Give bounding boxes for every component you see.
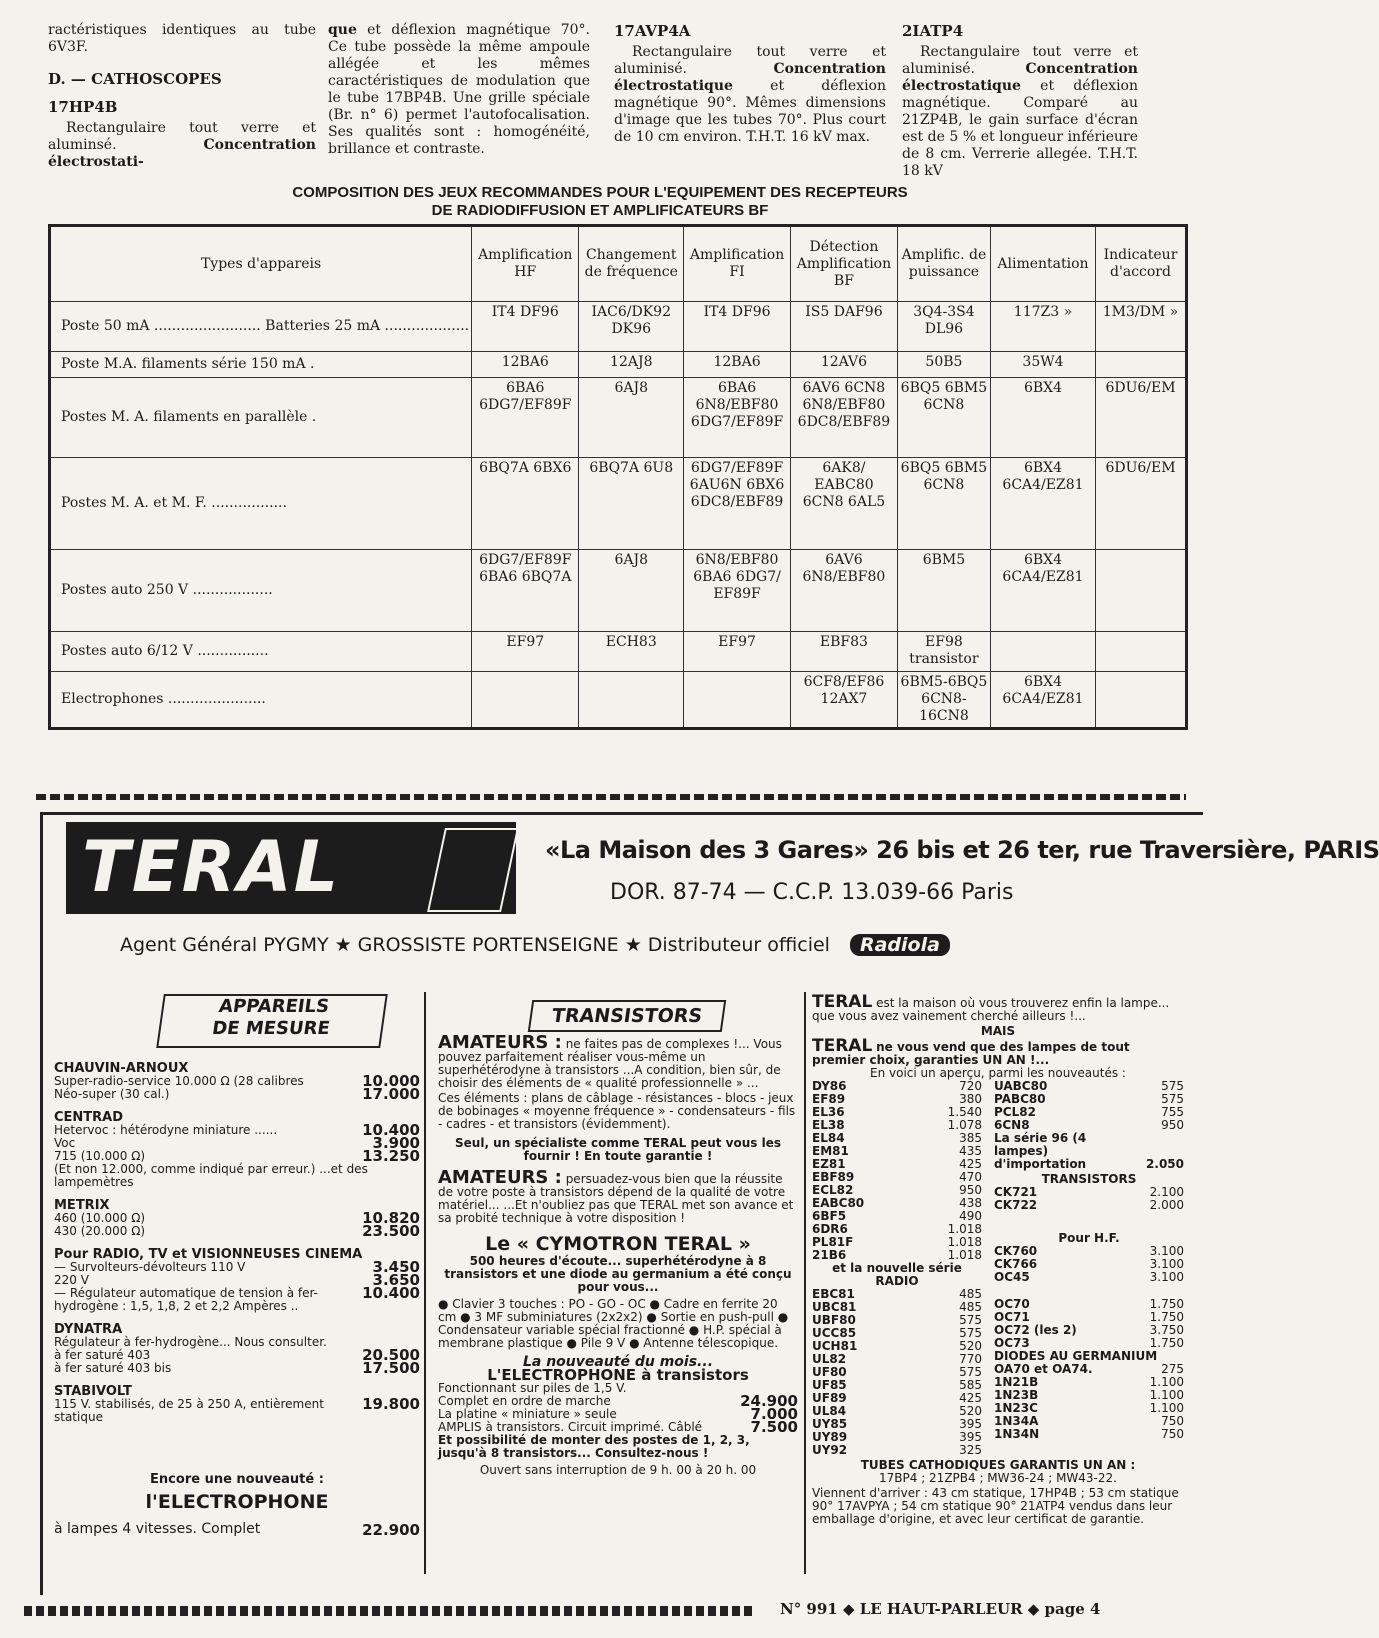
price-row [54, 1222, 420, 1240]
table-cell: 6DU6/EM [1096, 458, 1187, 550]
lamp-name: OC45 [994, 1270, 1030, 1284]
table-cell: 6AK8/ EABC80 6CN8 6AL5 [791, 458, 898, 550]
lamp-name: UF80 [812, 1365, 847, 1379]
section-heading: D. — CATHOSCOPES [48, 70, 222, 88]
item-label: Régulateur à fer-hydrogène... Nous consulter. [54, 1335, 327, 1349]
shop-address: «La Maison des 3 Gares» 26 bis et 26 ter, rue Traversière, PARIS [545, 836, 1379, 864]
lamp-name: OC72 (les 2) [994, 1323, 1077, 1337]
table-cell: 6DU6/EM [1096, 378, 1187, 458]
lamp-price: 385 [959, 1131, 982, 1145]
lamp-name: OC70 [994, 1297, 1030, 1311]
lamp-list-left: DY86 720 EF89 380 EL36 1.540 EL38 1.078 EL84 385 EM81 435 EZ81 425 EBF89 470 ECL82 950 EABC80 438 6BF5 490 6DR6 1.018 PL81F 1.018 21B6 1.018 et la nouvelle série RADIO EBC81 485 UBC81 485 UBF80 575 UCC85 575 UCH81 520 UL82 770 UF80 575 UF85 585 UF89 425 UL84 520 UY85 395 UY89 395 UY92 325 [812, 1079, 982, 1457]
lamp-price: 425 [959, 1391, 982, 1405]
lamp-name: UY89 [812, 1430, 848, 1444]
lamp-price: 1.540 [947, 1105, 982, 1119]
lamp-name: EL84 [812, 1131, 845, 1145]
lamp-name: CK722 [994, 1198, 1038, 1212]
table-cell: 6CF8/EF86 12AX7 [791, 672, 898, 729]
item-label: Voc [54, 1136, 76, 1150]
lamp-price: 575 [1161, 1092, 1184, 1106]
lamp-name: EM81 [812, 1144, 849, 1158]
lamp-name: EBC81 [812, 1287, 855, 1301]
table-cell: 6BM5-6BQ5 6CN8-16CN8 [897, 672, 990, 729]
lamp-price: 1.018 [947, 1248, 982, 1262]
table-cell: EF97 [472, 632, 579, 672]
item-label: à fer saturé 403 [54, 1348, 151, 1362]
header-freq: Changement de fréquence [579, 226, 684, 302]
lamp-name: PABC80 [994, 1092, 1046, 1106]
price-row [54, 1284, 420, 1313]
table-cell: 6BA6 6N8/EBF80 6DG7/EF89F [684, 378, 791, 458]
lamp-name: EABC80 [812, 1196, 865, 1210]
item-label: — Survolteurs-dévolteurs 110 V [54, 1260, 246, 1274]
lamp-name: 6CN8 [994, 1118, 1030, 1132]
table-cell: 12AV6 [791, 352, 898, 378]
lamp-name: CK766 [994, 1257, 1038, 1271]
table-cell: 35W4 [990, 352, 1095, 378]
lamp-price: 490 [959, 1209, 982, 1223]
header-type: Types d'appareis [50, 226, 472, 302]
lamp-row [994, 1271, 1184, 1284]
lamp-name: UABC80 [994, 1079, 1048, 1093]
table-cell: 6AJ8 [579, 378, 684, 458]
item-price: 17.500 [362, 1359, 420, 1377]
lamp-price: 950 [1161, 1118, 1184, 1132]
lamp-name: EF89 [812, 1092, 846, 1106]
lamp-name: UL82 [812, 1352, 847, 1366]
column-divider [424, 992, 426, 1574]
item-label: Néo-super (30 cal.) [54, 1087, 170, 1101]
divider [36, 794, 1186, 800]
lamp-name: EL36 [812, 1105, 845, 1119]
lamp-price: 520 [959, 1404, 982, 1418]
table-row [50, 302, 1187, 352]
brand-heading: STABIVOLT [54, 1384, 132, 1399]
row-type: Electrophones ...................... [50, 672, 472, 729]
header-indicator: Indicateur d'accord [1096, 226, 1187, 302]
lamp-name: CK760 [994, 1244, 1038, 1258]
lamp-price: 485 [959, 1300, 982, 1314]
lamp-name: EZ81 [812, 1157, 846, 1171]
lamp-price: 1.100 [1149, 1401, 1184, 1415]
table-row [50, 632, 1187, 672]
lamp-price: 275 [1161, 1362, 1184, 1376]
header-bf: Détection Amplification BF [791, 226, 898, 302]
table-cell: 12BA6 [684, 352, 791, 378]
item-price: 13.250 [362, 1147, 420, 1165]
table-cell [579, 672, 684, 729]
lamp-row [994, 1428, 1184, 1441]
lamp-price: 485 [959, 1287, 982, 1301]
lamp-name: EBF89 [812, 1170, 855, 1184]
table-cell: 3Q4-3S4 DL96 [897, 302, 990, 352]
header-supply: Alimentation [990, 226, 1095, 302]
table-cell: IAC6/DK92 DK96 [579, 302, 684, 352]
item-label: Hetervoc : hétérodyne miniature ...... [54, 1123, 278, 1137]
lamp-price: 2.100 [1149, 1185, 1184, 1199]
lamp-name: UCH81 [812, 1339, 858, 1353]
table-cell: 6BX4 [990, 378, 1095, 458]
table-cell: 12AJ8 [579, 352, 684, 378]
shop-phone: DOR. 87-74 — C.C.P. 13.039-66 Paris [610, 880, 1014, 905]
item-price: 10.400 [362, 1284, 420, 1302]
lamp-price: 2.000 [1149, 1198, 1184, 1212]
table-cell: ECH83 [579, 632, 684, 672]
transistors-column: AMATEURS : ne faites pas de complexes !... Vous pouvez parfaitement réaliser vous-même un superhétérodyne à transistors ...A condition, bien sûr, de choisir des éléments de « qualité professionnelle » ... Ces éléments : plans de câblage - résistances - blocs - jeux de bobinages « moyenne fréquence » - condensateurs - fils - cadres - et transistors (évidemment). Seul, un spécialiste comme TERAL peut vous les fournir ! En toute garantie ! AMATEURS : persuadez-vous bien que la réussite de votre poste à transistors dépend de la qualité de votre matériel... ...Et n'oubliez pas que TERAL met son avance et sa probité technique à votre disposition ! Le « CYMOTRON TERAL » 500 heures d'écoute... superhétérodyne à 8 transistors et une diode au germanium a été conçu pour vous... ● Clavier 3 touches : PO - GO - OC ● Cadre en ferrite 20 cm ● 3 MF subminiatures (2x2x2) ● Sortie en push-pull ● Condensateur variable spécial fractionné ● H.P. spécial à membrane plastique ● Pile 9 V ● Antenne télescopique. La nouveauté du mois... L'ELECTROPHONE à transistors Fonctionnant sur piles de 1,5 V. Complet en ordre de marche 24.900 La platine « miniature » seule 7.000 AMPLIS à transistors. Circuit imprimé. Câblé 7.500 Et possibilité de monter des postes de 1, 2, 3, jusqu'à 8 transistors... Consultez-nous ! Ouvert sans interruption de 9 h. 00 à 20 h. 00 [438, 1032, 798, 1477]
lamp-name: PCL82 [994, 1105, 1036, 1119]
lamp-name: UBC81 [812, 1300, 857, 1314]
lamp-price: 1.018 [947, 1235, 982, 1249]
lamp-price: 3.750 [1149, 1323, 1184, 1337]
table-title: COMPOSITION DES JEUX RECOMMANDES POUR L'EQUIPEMENT DES RECEPTEURS DE RADIODIFFUSION ET AMPLIFICATEURS BF [292, 184, 908, 219]
brand-heading: CHAUVIN-ARNOUX [54, 1061, 189, 1076]
lamp-price: 325 [959, 1443, 982, 1457]
brand-heading: METRIX [54, 1198, 110, 1213]
lamp-price: 3.100 [1149, 1270, 1184, 1284]
col2-para: que et déflexion magnétique 70°. Ce tube possède la même ampoule allégée et les mêmes caractéristiques de modulation que le tube 17BP4B. Une grille spéciale (Br. n° 6) permet l'autofocalisation. Ses qualités sont : homogénéité, brillance et contraste. [328, 22, 591, 157]
electrophone-promo: Encore une nouveauté : l'ELECTROPHONE à lampes 4 vitesses. Complet 22.900 [54, 1472, 420, 1539]
price-row [54, 1395, 420, 1424]
lamp-price: 470 [959, 1170, 982, 1184]
table-cell: 6BX4 6CA4/EZ81 [990, 458, 1095, 550]
table-row [50, 352, 1187, 378]
tube-heading: 2IATP4 [902, 22, 964, 40]
table-cell: 6BQ5 6BM5 6CN8 [897, 378, 990, 458]
price-row [54, 1258, 420, 1276]
lamps-column: TERAL est la maison où vous trouverez enfin la lampe... que vous avez vainement cherché ailleurs !... MAIS TERAL ne vous vend que des lampes de tout premier choix, garanties UN AN !... En voici un aperçu, parmi les nouveautés : DY86 720 EF89 380 EL36 1.540 EL38 1.078 EL84 385 EM81 435 EZ81 425 EBF89 470 ECL82 950 EABC80 438 6BF5 490 6DR6 1.018 PL81F 1.018 21B6 1.018 et la nouvelle série RADIO EBC81 485 UBC81 485 UBF80 575 UCC85 575 UCH81 520 UL82 770 UF80 575 UF85 585 UF89 425 UL84 520 UY85 395 UY89 395 UY92 325 UABC80 575 PABC80 575 PCL82 755 6CN8 950 La série 96 (4 lampes) d'importation 2.050 TRANSISTORS CK721 2.100 CK722 2.000 Pour H.F. CK760 3.100 CK766 3.100 OC45 3.100 OC70 1.750 OC71 1.750 OC72 (les 2) 3.750 OC73 1.750 DIODES AU GERMANIUM OA70 et OA74. 275 1N21B 1.100 1N23B 1.100 1N23C 1.100 1N34A 750 1N34N 750 TUBES CATHODIQUES GARANTIS UN AN : 17BP4 ; 21ZPB4 ; MW36-24 ; MW43-22. Viennent d'arriver : 43 cm statique, 17HP4B ; 53 cm statique 90° 17AVPYA ; 54 cm statique 90° 21ATP4 vendus dans leur emballage d'origine, et avec leur certificat de garantie. [812, 992, 1184, 1526]
item-label: à fer saturé 403 bis [54, 1361, 172, 1375]
row-type: Poste 50 mA ........................ Batteries 25 mA ................... [50, 302, 472, 352]
table-cell: 6BX4 6CA4/EZ81 [990, 672, 1095, 729]
composition-table [48, 224, 1188, 730]
price-row [54, 1359, 420, 1377]
lamp-price: 575 [959, 1326, 982, 1340]
lamp-price: 575 [959, 1365, 982, 1379]
lamp-name: 1N23B [994, 1388, 1039, 1402]
lamp-price: 1.750 [1149, 1336, 1184, 1350]
col1-para: Rectangulaire tout verre et aluminsé. Concentration électrostati- [48, 120, 316, 170]
lamp-list-right: UABC80 575 PABC80 575 PCL82 755 6CN8 950 La série 96 (4 lampes) d'importation 2.050 TRANSISTORS CK721 2.100 CK722 2.000 Pour H.F. CK760 3.100 CK766 3.100 OC45 3.100 OC70 1.750 OC71 1.750 OC72 (les 2) 3.750 OC73 1.750 DIODES AU GERMANIUM OA70 et OA74. 275 1N21B 1.100 1N23B 1.100 1N23C 1.100 1N34A 750 1N34N 750 [994, 1079, 1184, 1441]
table-cell [1096, 632, 1187, 672]
transistors-banner: TRANSISTORS [528, 1000, 726, 1032]
text-column-3 [614, 22, 886, 146]
footer-waves [24, 1606, 754, 1616]
lamp-price: 1.100 [1149, 1388, 1184, 1402]
lamp-price: 395 [959, 1417, 982, 1431]
lamp-price: 395 [959, 1430, 982, 1444]
item-price: 10.000 [362, 1072, 420, 1090]
row-type: Postes M. A. et M. F. ................. [50, 458, 472, 550]
item-label: 460 (10.000 Ω) [54, 1211, 146, 1225]
lamp-name: UY92 [812, 1443, 848, 1457]
lamp-name: OC73 [994, 1336, 1030, 1350]
price-row [54, 1163, 420, 1189]
header-fi: Amplification FI [684, 226, 791, 302]
tube-heading: 17AVP4A [614, 22, 691, 40]
lamp-price: 770 [959, 1352, 982, 1366]
row-type: Postes M. A. filaments en parallèle . [50, 378, 472, 458]
table-cell: 6BQ5 6BM5 6CN8 [897, 458, 990, 550]
item-price: 3.900 [372, 1134, 420, 1152]
column-divider [804, 992, 806, 1574]
table-cell: EF98 transistor [897, 632, 990, 672]
lamp-name: UF89 [812, 1391, 847, 1405]
item-price: 23.500 [362, 1222, 420, 1240]
page-footer [0, 1600, 1187, 1638]
table-cell: 6BQ7A 6U8 [579, 458, 684, 550]
lamp-name: CK721 [994, 1185, 1038, 1199]
lamp-price: 585 [959, 1378, 982, 1392]
item-label: Super-radio-service 10.000 Ω (28 calibres [54, 1074, 304, 1088]
lamp-price: 1.750 [1149, 1310, 1184, 1324]
lamp-price: 950 [959, 1183, 982, 1197]
table-cell: IT4 DF96 [684, 302, 791, 352]
lamp-price: 1.100 [1149, 1375, 1184, 1389]
lamp-price: 750 [1161, 1414, 1184, 1428]
col3-para: Rectangulaire tout verre et aluminisé. Concentration électrostatique et déflexion magnétique 90°. Mêmes dimensions d'image que les tubes 70°. Plus court de 10 cm environ. T.H.T. 16 kV max. [614, 44, 886, 145]
table-cell: 6AV6 6N8/EBF80 [791, 550, 898, 632]
lamp-name: UCC85 [812, 1326, 857, 1340]
lamp-name: 1N34N [994, 1427, 1040, 1441]
item-label: — Régulateur automatique de tension à fer-hydrogène : 1,5, 1,8, 2 et 2,2 Ampères .. [54, 1286, 318, 1313]
lamp-price: 720 [959, 1079, 982, 1093]
lamp-name: 1N34A [994, 1414, 1039, 1428]
item-label: 430 (20.000 Ω) [54, 1224, 146, 1238]
mesure-banner: APPAREILS DE MESURE [156, 994, 388, 1048]
lamp-name: 1N21B [994, 1375, 1039, 1389]
lamp-name: OA70 et OA74. [994, 1362, 1093, 1376]
table-cell: EF97 [684, 632, 791, 672]
lamp-name: EL38 [812, 1118, 845, 1132]
agent-line: Agent Général PYGMY ★ GROSSISTE PORTENSEIGNE ★ Distributeur officiel Radiola [120, 934, 950, 956]
table-cell: 6DG7/EF89F 6AU6N 6BX6 6DC8/EBF89 [684, 458, 791, 550]
lamp-price: 3.100 [1149, 1244, 1184, 1258]
table-cell: 6BM5 [897, 550, 990, 632]
table-cell: 6BX4 6CA4/EZ81 [990, 550, 1095, 632]
text-column-2 [328, 22, 590, 158]
plane-icon [427, 828, 519, 912]
header-power: Amplific. de puissance [897, 226, 990, 302]
lamp-name: PL81F [812, 1235, 854, 1249]
lamp-price: 520 [959, 1339, 982, 1353]
lamp-price: 1.750 [1149, 1297, 1184, 1311]
lamp-price: 1.018 [947, 1222, 982, 1236]
text-column-4 [902, 22, 1138, 180]
header-hf: Amplification HF [472, 226, 579, 302]
item-label: 220 V [54, 1273, 89, 1287]
lamp-price: 3.100 [1149, 1257, 1184, 1271]
lamp-name: UL84 [812, 1404, 847, 1418]
row-type: Poste M.A. filaments série 150 mA . [50, 352, 472, 378]
item-label: 115 V. stabilisés, de 25 à 250 A, entièrement statique [54, 1397, 324, 1424]
table-row [50, 672, 1187, 729]
price-row [54, 1121, 420, 1139]
table-cell [1096, 352, 1187, 378]
table-cell: IS5 DAF96 [791, 302, 898, 352]
table-cell: 6AV6 6CN8 6N8/EBF80 6DC8/EBF89 [791, 378, 898, 458]
tube-heading: 17HP4B [48, 98, 118, 116]
footer-text: N° 991 ◆ LE HAUT-PARLEUR ◆ page 4 [780, 1600, 1101, 1618]
row-type: Postes auto 6/12 V ................ [50, 632, 472, 672]
table-cell: 6DG7/EF89F 6BA6 6BQ7A [472, 550, 579, 632]
item-price: 17.000 [362, 1085, 420, 1103]
item-price: 3.650 [372, 1271, 420, 1289]
table-row [50, 378, 1187, 458]
item-label: 715 (10.000 Ω) [54, 1149, 146, 1163]
lamp-name: DY86 [812, 1079, 847, 1093]
mesure-list [54, 1062, 420, 1424]
lamp-name: 21B6 [812, 1248, 847, 1262]
lamp-name: 6DR6 [812, 1222, 848, 1236]
table-cell [684, 672, 791, 729]
table-cell: EBF83 [791, 632, 898, 672]
table-cell [990, 632, 1095, 672]
price-row [54, 1085, 420, 1103]
table-cell [1096, 550, 1187, 632]
brand-heading: CENTRAD [54, 1110, 124, 1125]
text-column-1 [48, 22, 316, 171]
table-cell: 1M3/DM » [1096, 302, 1187, 352]
row-type: Postes auto 250 V .................. [50, 550, 472, 632]
lamp-name: UY85 [812, 1417, 848, 1431]
item-label: (Et non 12.000, comme indiqué par erreur.) ...et des lampemètres [54, 1162, 368, 1189]
col1-line: ractéristiques identiques au tube 6V3F. [48, 22, 316, 55]
table-cell: IT4 DF96 [472, 302, 579, 352]
table-cell [1096, 672, 1187, 729]
lamp-name: OC71 [994, 1310, 1030, 1324]
table-cell: 6BA6 6DG7/EF89F [472, 378, 579, 458]
logo-text: TERAL [82, 826, 341, 908]
lamp-price: 575 [959, 1313, 982, 1327]
lamp-price: 380 [959, 1092, 982, 1106]
lamp-name: ECL82 [812, 1183, 854, 1197]
table-header-row [50, 226, 1187, 302]
lamp-name: UF85 [812, 1378, 847, 1392]
table-cell: 6AJ8 [579, 550, 684, 632]
lamp-price: 575 [1161, 1079, 1184, 1093]
radiola-logo: Radiola [850, 934, 950, 956]
lamp-row [812, 1444, 982, 1457]
lamp-price: 1.078 [947, 1118, 982, 1132]
table-cell: 12BA6 [472, 352, 579, 378]
col4-para: Rectangulaire tout verre et aluminisé. Concentration électrostatique et déflexion magnétique. Comparé au 21ZP4B, le gain surface d'écran est de 5 % et longueur inférieure de 8 cm. Verrerie allegée. T.H.T. 18 kV [902, 44, 1138, 179]
lamp-price: 435 [959, 1144, 982, 1158]
brand-heading: DYNATRA [54, 1322, 123, 1337]
item-price: 10.400 [362, 1121, 420, 1139]
table-cell: 6BQ7A 6BX6 [472, 458, 579, 550]
table-cell: 117Z3 » [990, 302, 1095, 352]
item-price: 10.820 [362, 1209, 420, 1227]
item-price: 20.500 [362, 1346, 420, 1364]
lamp-name: UBF80 [812, 1313, 856, 1327]
table-cell [472, 672, 579, 729]
lamp-price: 755 [1161, 1105, 1184, 1119]
teral-logo [66, 822, 516, 914]
table-row [50, 458, 1187, 550]
table-cell: 50B5 [897, 352, 990, 378]
lamp-name: 6BF5 [812, 1209, 847, 1223]
lamp-price: 438 [959, 1196, 982, 1210]
lamp-price: 750 [1161, 1427, 1184, 1441]
lamp-row [994, 1199, 1184, 1212]
item-price: 3.450 [372, 1258, 420, 1276]
item-price: 19.800 [362, 1395, 420, 1413]
table-cell: 6N8/EBF80 6BA6 6DG7/ EF89F [684, 550, 791, 632]
lamp-price: 425 [959, 1157, 982, 1171]
brand-heading: Pour RADIO, TV et VISIONNEUSES CINEMA [54, 1247, 363, 1262]
table-row [50, 550, 1187, 632]
lamp-name: 1N23C [994, 1401, 1038, 1415]
